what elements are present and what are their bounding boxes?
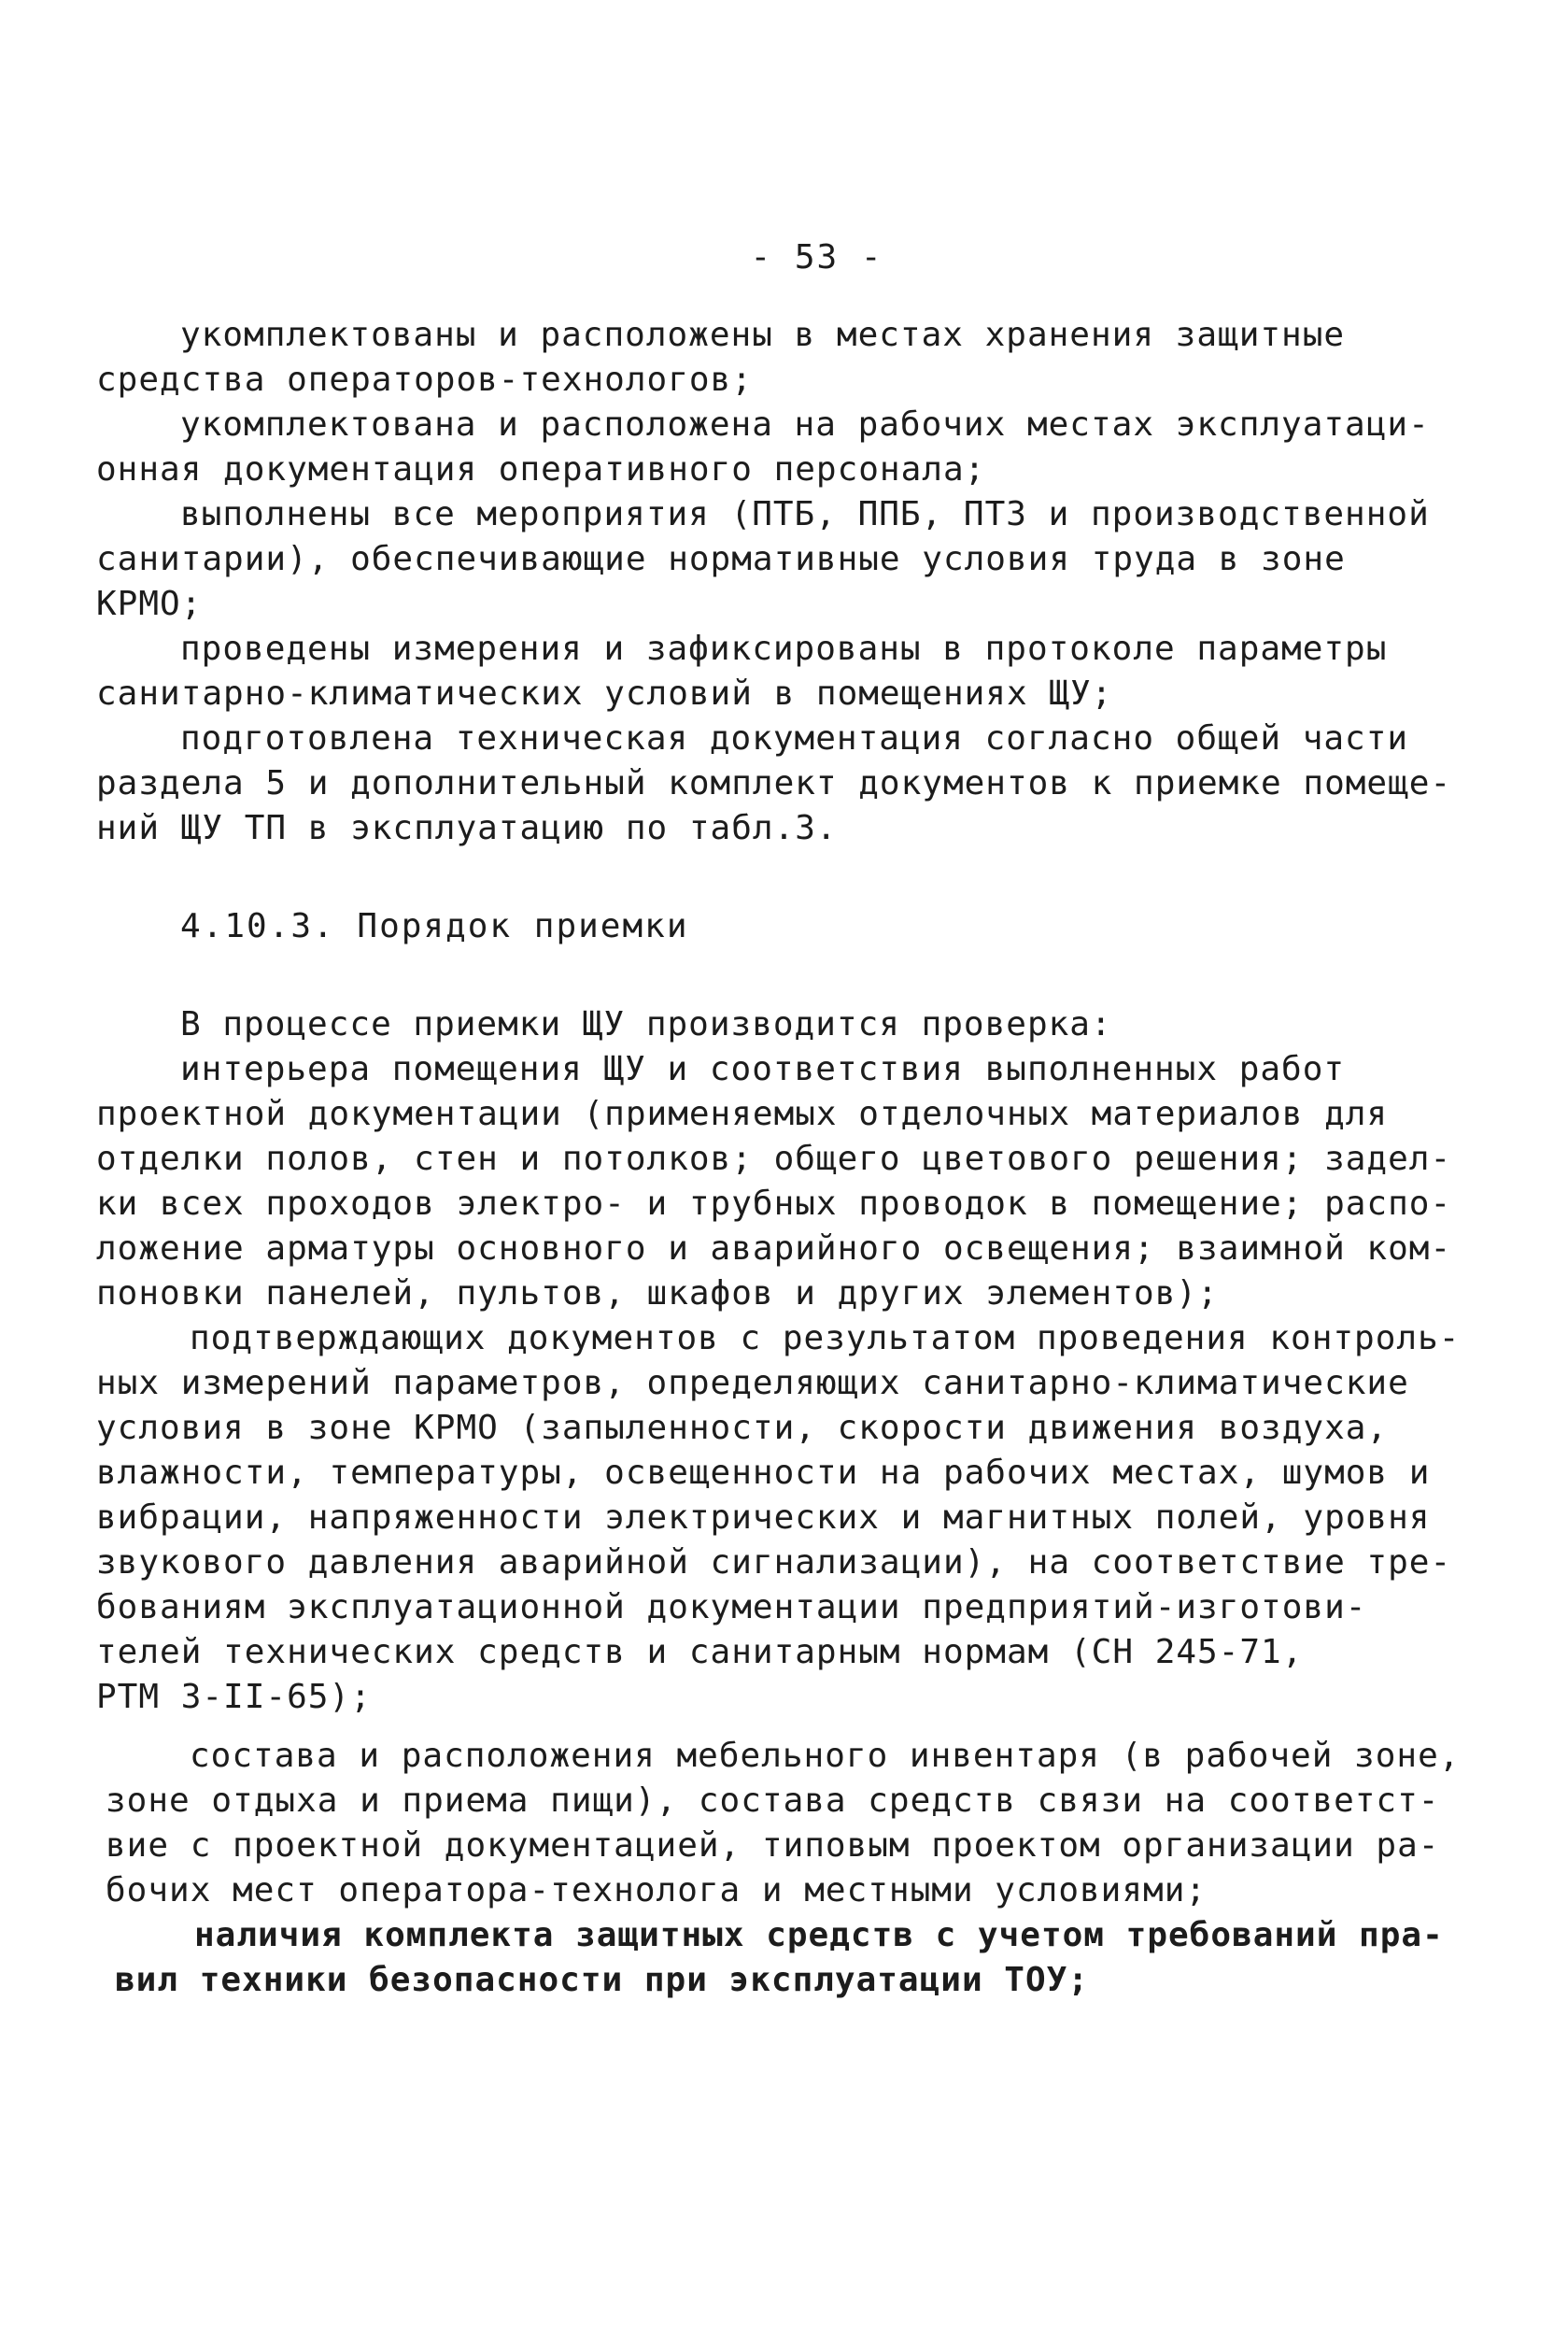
text-line: укомплектована и расположена на рабочих местах эксплуатаци- bbox=[180, 405, 1430, 444]
text-line: условия в зоне КРМО (запыленности, скорости движения воздуха, bbox=[96, 1409, 1389, 1447]
text-line: бованиям эксплуатационной документации предприятий-изготови- bbox=[96, 1588, 1367, 1626]
text-line: зоне отдыха и приема пищи), состава средств связи на соответст- bbox=[106, 1781, 1440, 1820]
text-line: отделки полов, стен и потолков; общего цветового решения; задел- bbox=[96, 1140, 1452, 1178]
text-line: онная документация оперативного персонала; bbox=[96, 450, 986, 489]
text-line: РТМ 3-II-65); bbox=[96, 1678, 372, 1716]
text-line: интерьера помещения ЩУ и соответствия выполненных работ bbox=[180, 1050, 1346, 1088]
text-line: подтверждающих документов с результатом проведения контроль- bbox=[190, 1319, 1461, 1357]
text-line: вил техники безопасности при эксплуатации ТОУ; bbox=[115, 1961, 1089, 1999]
text-line: вие с проектной документацией, типовым проектом организации ра- bbox=[106, 1826, 1440, 1865]
text-line: подготовлена техническая документация согласно общей части bbox=[180, 719, 1409, 758]
text-line: влажности, температуры, освещенности на рабочих местах, шумов и bbox=[96, 1454, 1431, 1492]
text-line: ки всех проходов электро- и трубных проводок в помещение; распо- bbox=[96, 1185, 1452, 1223]
text-line: ний ЩУ ТП в эксплуатацию по табл.3. bbox=[96, 809, 838, 847]
text-line: бочих мест оператора-технолога и местными условиями; bbox=[106, 1871, 1208, 1909]
text-line: раздела 5 и дополнительный комплект документов к приемке помеще- bbox=[96, 764, 1452, 802]
text-line: вибрации, напряженности электрических и магнитных полей, уровня bbox=[96, 1498, 1431, 1537]
section-heading: 4.10.3. Порядок приемки bbox=[180, 907, 689, 945]
text-line: наличия комплекта защитных средств с учетом требований пра- bbox=[194, 1916, 1444, 1954]
text-line: ных измерений параметров, определяющих санитарно-климатические bbox=[96, 1364, 1409, 1402]
text-line: ложение арматуры основного и аварийного освещения; взаимной ком- bbox=[96, 1229, 1452, 1268]
text-line: средства операторов-технологов; bbox=[96, 361, 753, 399]
text-line: звукового давления аварийной сигнализации), на соответствие тре- bbox=[96, 1543, 1452, 1582]
text-line: проведены измерения и зафиксированы в протоколе параметры bbox=[180, 630, 1388, 668]
text-line: состава и расположения мебельного инвентаря (в рабочей зоне, bbox=[190, 1737, 1461, 1775]
text-line: санитарии), обеспечивающие нормативные условия труда в зоне bbox=[96, 540, 1346, 578]
text-line: проектной документации (применяемых отделочных материалов для bbox=[96, 1095, 1389, 1133]
text-line: выполнены все мероприятия (ПТБ, ППБ, ПТЗ и производственной bbox=[180, 495, 1430, 533]
text-line: телей технических средств и санитарным нормам (СН 245-71, bbox=[96, 1633, 1304, 1671]
text-line: В процессе приемки ЩУ производится проверка: bbox=[180, 1005, 1112, 1043]
page-number: - 53 - bbox=[750, 238, 883, 277]
text-line: КРМО; bbox=[96, 585, 203, 623]
text-line: санитарно-климатических условий в помещениях ЩУ; bbox=[96, 674, 1113, 713]
text-line: укомплектованы и расположены в местах хранения защитные bbox=[180, 316, 1346, 354]
text-line: поновки панелей, пультов, шкафов и других элементов); bbox=[96, 1274, 1219, 1313]
